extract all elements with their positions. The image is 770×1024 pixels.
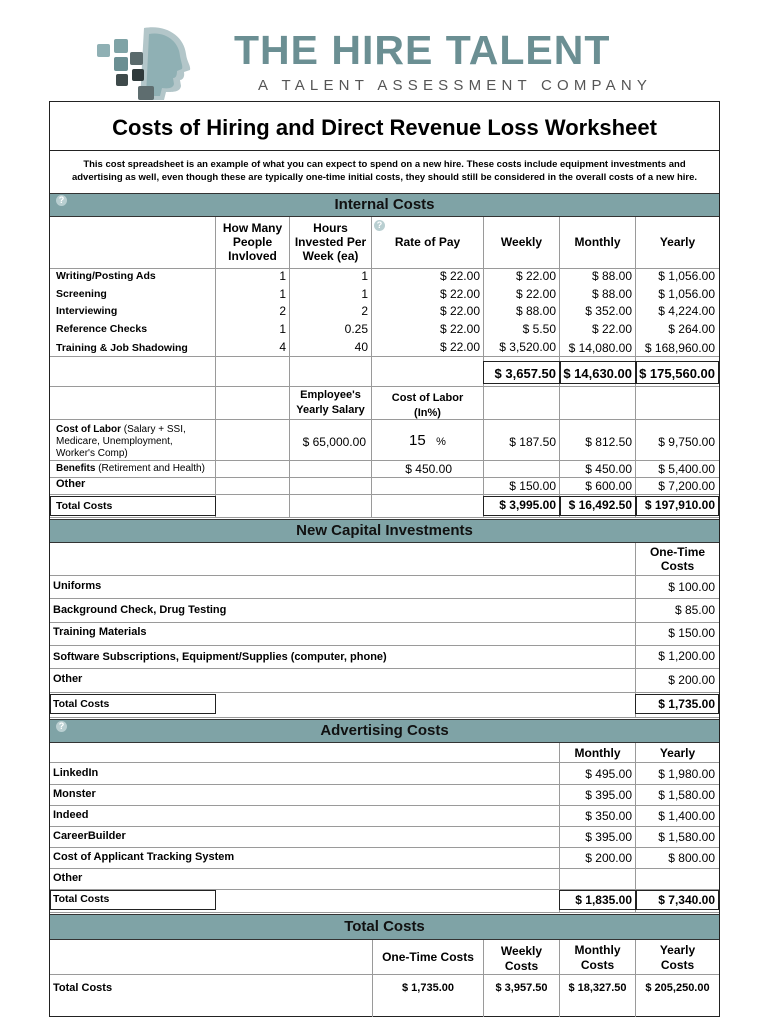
advertising-header-monthly: Monthly bbox=[574, 746, 621, 760]
advertising-header bbox=[50, 719, 719, 743]
capital-header-onetime: One-Time Costs bbox=[649, 545, 706, 573]
header-labor: Cost of Labor (In%) bbox=[391, 392, 464, 419]
intro-line-2: advertising as well, even though these are typically one-time initial costs, they should still be considered in the overall costs of a new hire. bbox=[71, 172, 698, 183]
internal-total-label: Total Costs bbox=[56, 500, 113, 512]
brand-tagline: A TALENT ASSESSMENT COMPANY bbox=[258, 77, 653, 94]
totals-title: Total Costs bbox=[344, 918, 425, 935]
header-salary: Employee's Yearly Salary bbox=[296, 389, 365, 416]
subtotal-weekly: $ 3,657.50 bbox=[494, 366, 556, 381]
internal-costs-header bbox=[50, 193, 719, 217]
logo-mark-icon bbox=[94, 22, 194, 102]
totals-header-monthly: Monthly Costs bbox=[574, 943, 621, 972]
header-people: How Many People Invloved bbox=[222, 221, 283, 263]
internal-costs-title: Internal Costs bbox=[334, 196, 435, 213]
worksheet-title: Costs of Hiring and Direct Revenue Loss Worksheet bbox=[112, 115, 657, 140]
totals-header bbox=[50, 914, 719, 940]
header-yearly: Yearly bbox=[659, 235, 696, 249]
header-hours: Hours Invested Per Week (ea) bbox=[294, 221, 367, 263]
subtotal-yearly: $ 175,560.00 bbox=[639, 366, 715, 381]
header-rate: Rate of Pay bbox=[394, 235, 461, 249]
intro-line-1: This cost spreadsheet is an example of what you can expect to spend on a new hire. These costs include equipment investments and bbox=[83, 159, 686, 170]
advertising-header-yearly: Yearly bbox=[659, 746, 696, 760]
header-monthly: Monthly bbox=[574, 235, 621, 249]
brand-name: THE HIRE TALENT bbox=[234, 27, 611, 73]
capital-total-value: $ 1,735.00 bbox=[658, 697, 715, 711]
subtotal-monthly: $ 14,630.00 bbox=[563, 366, 632, 381]
help-icon[interactable]: ? bbox=[374, 220, 385, 231]
header-weekly: Weekly bbox=[500, 235, 543, 249]
logo bbox=[94, 22, 694, 102]
help-icon[interactable]: ? bbox=[56, 721, 67, 732]
totals-header-yearly: Yearly Costs bbox=[659, 943, 696, 972]
capital-header bbox=[50, 519, 719, 543]
totals-header-weekly: Weekly Costs bbox=[500, 944, 543, 973]
totals-header-onetime: One-Time Costs bbox=[382, 950, 474, 964]
capital-total-label: Total Costs bbox=[53, 698, 110, 710]
capital-title: New Capital Investments bbox=[296, 522, 473, 539]
advertising-title: Advertising Costs bbox=[320, 722, 449, 739]
help-icon[interactable]: ? bbox=[56, 195, 67, 206]
advertising-total-label: Total Costs bbox=[53, 893, 110, 905]
